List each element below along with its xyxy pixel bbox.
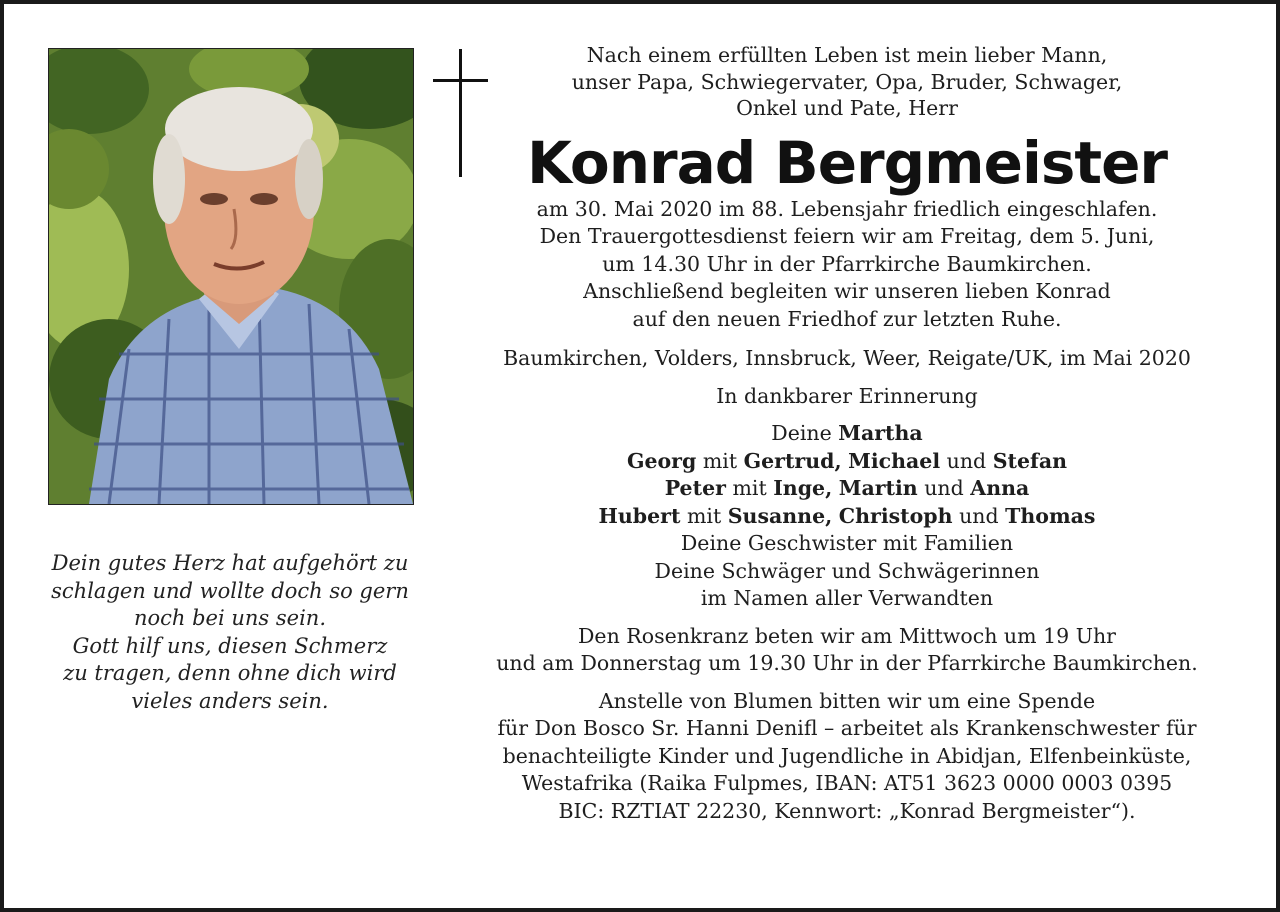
family-other-line: Deine Schwäger und Schwägerinnen xyxy=(654,558,1040,583)
memorial-poem xyxy=(38,550,422,715)
child-name: Martin xyxy=(838,476,918,500)
wife-prefix: Deine xyxy=(771,421,832,445)
poem-line: schlagen und wollte doch so gern xyxy=(51,578,409,603)
child-name: Thomas xyxy=(1005,503,1096,528)
details-line: um 14.30 Uhr in der Pfarrkirche Baumkirchen. xyxy=(602,251,1092,276)
memory-line: In dankbarer Erinnerung xyxy=(716,383,978,408)
family-son-line xyxy=(474,448,1220,476)
connector: und xyxy=(946,448,987,473)
connector: mit xyxy=(686,503,722,528)
poem-line: zu tragen, denn ohne dich wird xyxy=(63,661,397,685)
wife-name: Martha xyxy=(838,421,923,445)
partner-name: Inge, xyxy=(773,476,833,500)
donation-line: für Don Bosco Sr. Hanni Denifl – arbeitet als Krankenschwester für xyxy=(497,716,1197,740)
poem-line: Dein gutes Herz hat aufgehört zu xyxy=(51,551,409,575)
partner-name: Susanne, xyxy=(727,503,833,528)
intro-line: Nach einem erfüllten Leben ist mein lieber Mann, xyxy=(586,43,1108,67)
donation-line: Anstelle von Blumen bitten wir um eine Spende xyxy=(598,688,1096,713)
donation-line: Westafrika (Raika Fulpmes, IBAN: AT51 3623 0000 0003 0395 xyxy=(521,771,1173,795)
intro-line: Onkel und Pate, Herr xyxy=(736,96,958,120)
child-name: Stefan xyxy=(992,448,1068,473)
son-name: Peter xyxy=(664,476,726,500)
family-wife xyxy=(474,420,1220,448)
child-name: Anna xyxy=(970,476,1030,500)
family-son-line xyxy=(474,475,1220,503)
rosary-line: und am Donnerstag um 19.30 Uhr in der Pfarrkirche Baumkirchen. xyxy=(496,651,1198,675)
family-other-line: im Namen aller Verwandten xyxy=(700,586,994,610)
poem-line: vieles anders sein. xyxy=(131,688,329,713)
connector: mit xyxy=(702,448,738,473)
son-name: Georg xyxy=(626,448,697,473)
partner-name: Gertrud, xyxy=(743,448,842,473)
portrait-photo xyxy=(48,48,414,505)
rosary-line: Den Rosenkranz beten wir am Mittwoch um 19 Uhr xyxy=(578,623,1116,648)
intro-line: unser Papa, Schwiegervater, Opa, Bruder, Schwager, xyxy=(571,69,1123,94)
child-name: Christoph xyxy=(838,503,953,528)
connector: und xyxy=(924,476,964,500)
child-name: Michael xyxy=(848,448,941,473)
details-line: am 30. Mai 2020 im 88. Lebensjahr friedlich eingeschlafen. xyxy=(536,196,1158,221)
poem-line: Gott hilf uns, diesen Schmerz xyxy=(72,633,388,658)
family-son-line xyxy=(474,503,1220,531)
son-name: Hubert xyxy=(598,503,681,528)
connector: mit xyxy=(732,476,767,500)
donation-line: BIC: RZTIAT 22230, Kennwort: „Konrad Bergmeister“). xyxy=(558,798,1136,823)
places-line: Baumkirchen, Volders, Innsbruck, Weer, Reigate/UK, im Mai 2020 xyxy=(503,346,1191,370)
donation-line: benachteiligte Kinder und Jugendliche in Abidjan, Elfenbeinküste, xyxy=(502,743,1192,768)
details-line: auf den neuen Friedhof zur letzten Ruhe. xyxy=(632,306,1062,331)
poem-line: noch bei uns sein. xyxy=(133,606,326,630)
obituary-text xyxy=(474,42,1220,825)
details-line: Anschließend begleiten wir unseren lieben Konrad xyxy=(583,279,1111,303)
deceased-name: Konrad Bergmeister xyxy=(526,128,1168,197)
family-other-line: Deine Geschwister mit Familien xyxy=(680,531,1014,555)
connector: und xyxy=(959,503,999,528)
details-line: Den Trauergottesdienst feiern wir am Freitag, dem 5. Juni, xyxy=(539,224,1155,248)
